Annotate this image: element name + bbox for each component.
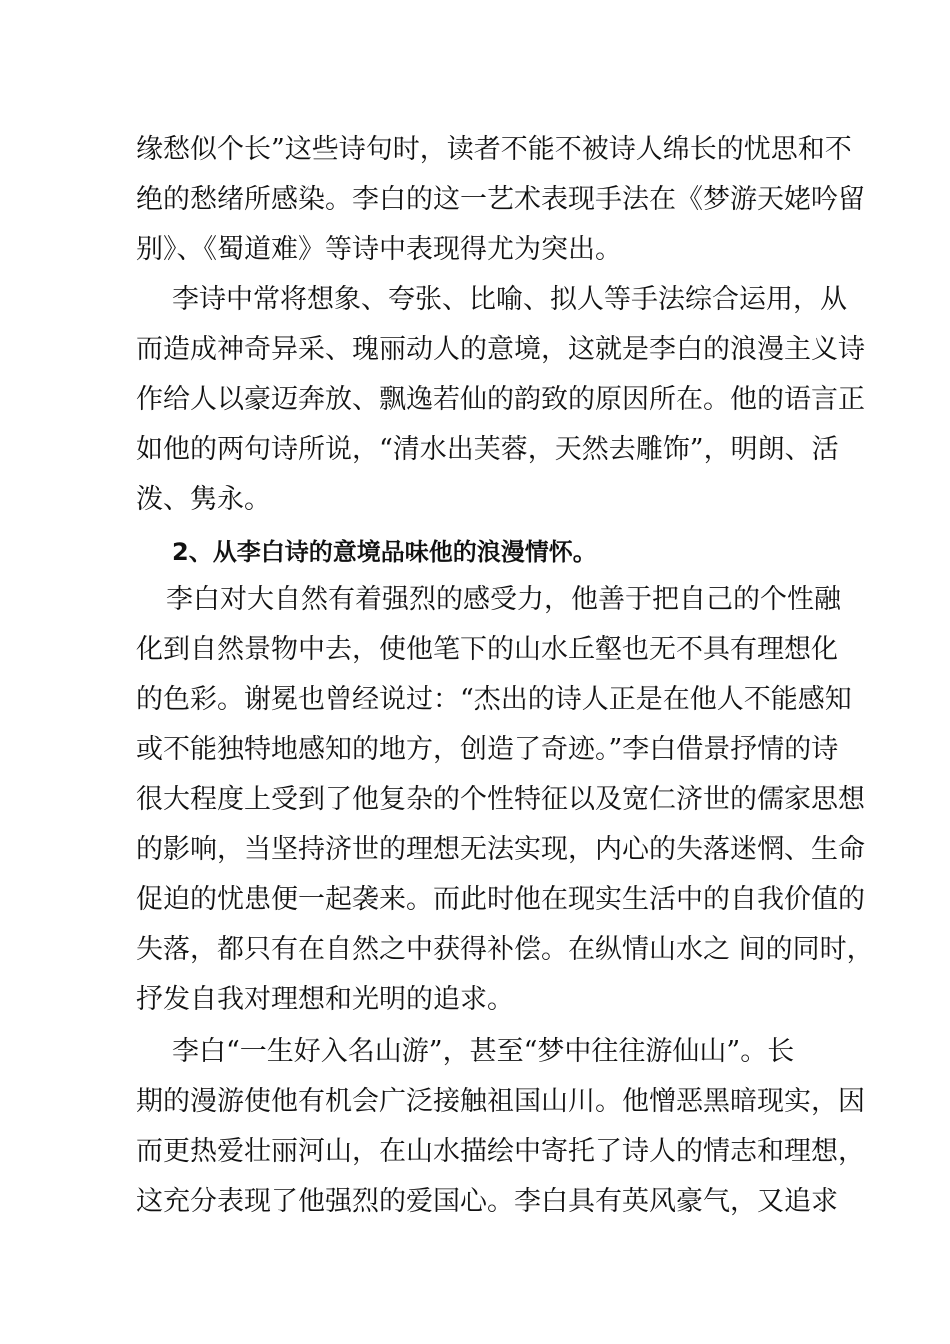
paragraph-line: 或不能独特地感知的地方，创造了奇迹。”李白借景抒情的诗 xyxy=(136,734,839,765)
paragraph-line: 促迫的忧患便一起袭来。而此时他在现实生活中的自我价值的 xyxy=(136,884,865,915)
paragraph-line: 李白“一生好入名山游”，甚至“梦中往往游仙山”。长 xyxy=(172,1036,795,1067)
paragraph-line: 李白对大自然有着强烈的感受力，他善于把自己的个性融 xyxy=(166,584,841,615)
paragraph-line: 期的漫游使他有机会广泛接触祖国山川。他憎恶黑暗现实，因 xyxy=(136,1086,865,1117)
paragraph-line: 很大程度上受到了他复杂的个性特征以及宽仁济世的儒家思想 xyxy=(136,784,865,815)
paragraph-line: 而造成神奇异采、瑰丽动人的意境，这就是李白的浪漫主义诗 xyxy=(136,334,865,365)
paragraph-line: 别》、《蜀道难》等诗中表现得尤为突出。 xyxy=(136,234,622,265)
paragraph-line: 失落，都只有在自然之中获得补偿。在纵情山水之 间的同时， xyxy=(136,934,874,965)
section-heading: 2、从李白诗的意境品味他的浪漫情怀。 xyxy=(172,538,597,566)
paragraph-line: 化到自然景物中去，使他笔下的山水丘壑也无不具有理想化 xyxy=(136,634,838,665)
paragraph-line: 缘愁似个长”这些诗句时，读者不能不被诗人绵长的忧思和不 xyxy=(136,134,852,165)
paragraph-line: 而更热爱壮丽河山，在山水描绘中寄托了诗人的情志和理想， xyxy=(136,1136,865,1167)
paragraph-line: 泼、隽永。 xyxy=(136,484,271,515)
paragraph-line: 的色彩。谢冕也曾经说过：“杰出的诗人正是在他人不能感知 xyxy=(136,684,852,715)
paragraph-line: 李诗中常将想象、夸张、比喻、拟人等手法综合运用，从 xyxy=(172,284,847,315)
paragraph-line: 这充分表现了他强烈的爱国心。李白具有英风豪气，又追求 xyxy=(136,1186,838,1217)
paragraph-line: 绝的愁绪所感染。李白的这一艺术表现手法在《梦游天姥吟留 xyxy=(136,184,865,215)
paragraph-line: 抒发自我对理想和光明的追求。 xyxy=(136,984,514,1015)
paragraph-line: 的影响，当坚持济世的理想无法实现，内心的失落迷惘、生命 xyxy=(136,834,865,865)
paragraph-line: 作给人以豪迈奔放、飘逸若仙的韵致的原因所在。他的语言正 xyxy=(136,384,865,415)
paragraph-line: 如他的两句诗所说，“清水出芙蓉，天然去雕饰”，明朗、活 xyxy=(136,434,839,465)
